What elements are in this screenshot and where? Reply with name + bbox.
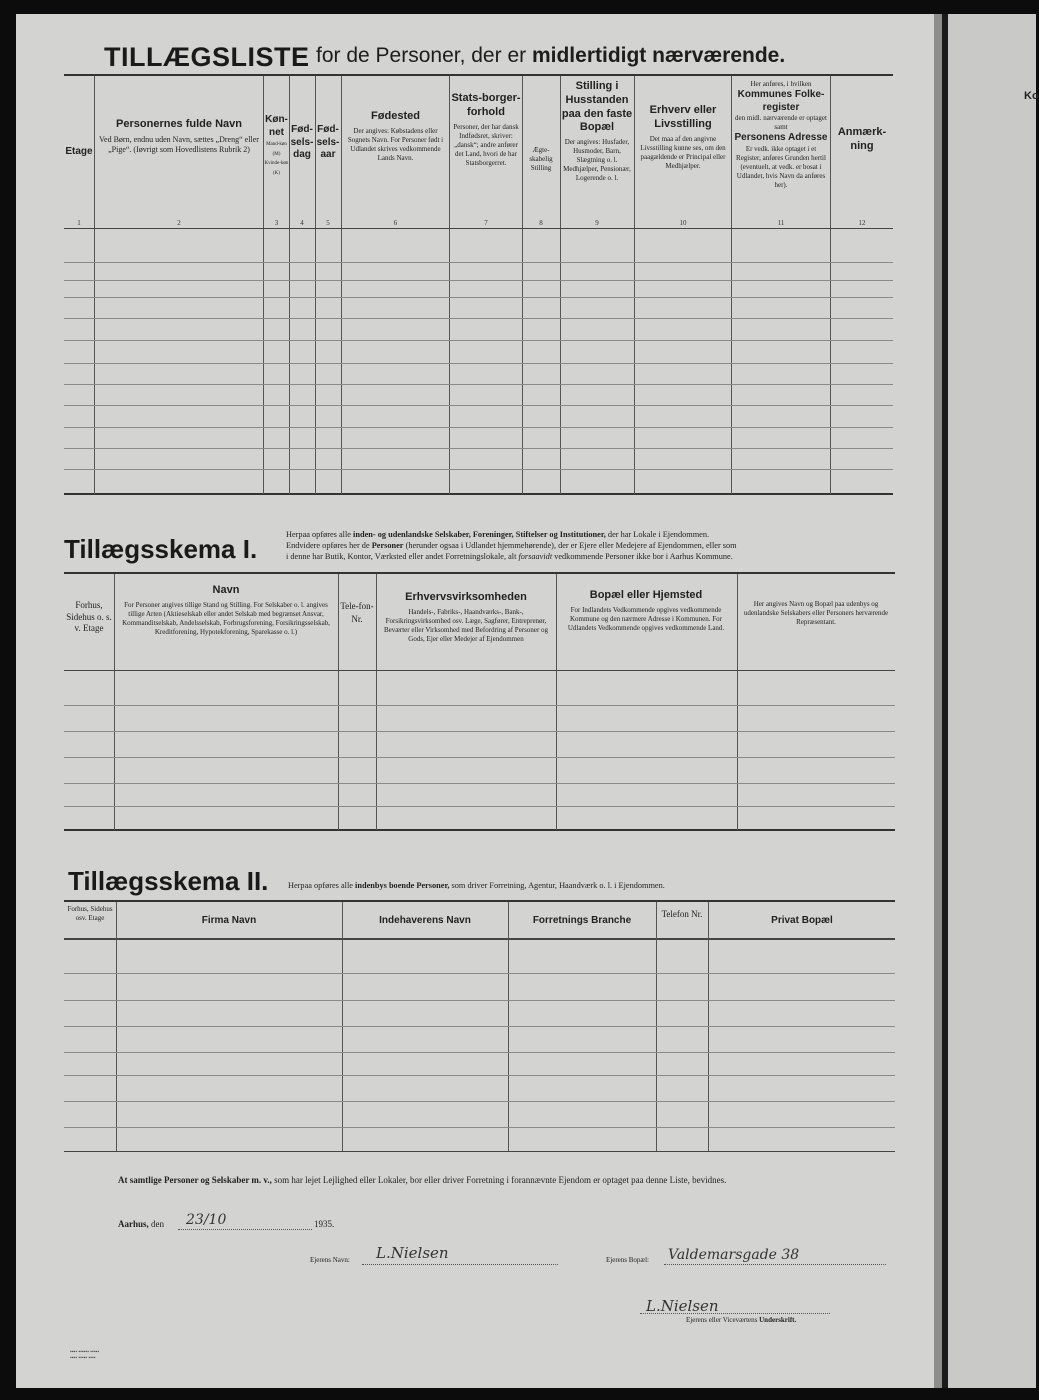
col-occupation-header: Erhverv eller Livsstilling Det maa af den angivne Livsstilling kunne ses, om den paagældende er Principal eller Medhjælper. [640,104,726,170]
row-rule [64,297,893,298]
facing-page [948,14,1036,1388]
col-number: 1 [77,219,81,227]
col-number: 11 [777,219,785,227]
column-rule [522,76,523,494]
row-rule [64,262,893,263]
s2-col-private-address-header: Privat Bopæl [771,915,833,926]
col-number: 4 [300,219,304,227]
schedule-1-bottom-rule [64,829,895,831]
owner-address-line [664,1264,886,1265]
column-rule [449,76,450,494]
s2-col-floor-header: Forhus, Sidehus osv. Etage [67,905,113,923]
printer-imprint: ▪▪▪▪ ▪▪▪▪▪▪ ▪▪▪▪▪ ▪▪▪▪ ▪▪▪▪▪ ▪▪▪▪ [70,1350,100,1361]
s1-col-business-header: Erhvervsvirksomheden Handels-, Fabriks-, Haandværks-, Bank-, Forsikringsvirksomhed osv. Læge, Sagfører, Entreprenør, Beværter eller Virksomhed med Befordring af Personer og Gods, Ejer eller Medejer af Ejendommen [383,591,549,644]
column-rule [341,76,342,494]
date-line [178,1229,312,1230]
row-rule [64,427,893,428]
row-rule [64,1075,895,1076]
page-edge [934,14,942,1388]
row-rule [64,340,893,341]
col-number: 9 [595,219,599,227]
s1-col-floor-header: Forhus, Sidehus o. s. v. Etage [66,600,112,634]
facing-page-label: Ko [1024,90,1039,102]
col-etage-header: Etage [65,146,93,157]
owner-address-handwritten: Valdemarsgade 38 [668,1247,800,1263]
row-rule [64,1000,895,1001]
s1-col-residence-header: Bopæl eller Hjemsted For Indlandets Vedkommende opgives vedkommende Kommune og den nærmere Adresse i Kommunen. For Udlandets Vedkommende opgives vedkommende Land. [567,589,725,632]
certification-statement: At samtlige Personer og Selskaber m. v., som har lejet Lejlighed eller Lokaler, bor eller driver Forretning i forannævnte Ejendom er optaget paa denne Liste, bevidnes. [118,1175,727,1185]
row-rule [64,448,893,449]
col-household-header: Stilling i Husstanden paa den faste Bopæl Der angives: Husfader, Husmoder, Barn, Slægtning o. l. Medhjælper, Pensionær, Logerende o. l. [561,80,633,183]
s1-col-representative-header: Her angives Navn og Bopæl paa udenbys og udenlandske Selskabers eller Personers herværende Repræsentant. [743,600,889,627]
row-rule [64,705,895,706]
row-rule [64,1026,895,1027]
col-marital-header: Ægte-skabelig Stilling [529,146,553,173]
col-birthday-header: Fød-sels-dag [290,124,314,160]
owner-name-line [362,1264,558,1265]
row-rule [64,757,895,758]
col-birthplace-header: Fødested Der angives: Købstadens eller Sognets Navn. For Personer født i Udlandet skrives vedkommende Lands Navn. [347,110,444,163]
col-number: 6 [393,219,398,227]
s1-col-name-header: Navn For Personer angives tillige Stand og Stilling. For Selskaber o. l. angives tillige Arten (Aktieselskab eller andet Selskab med begrænset Ansvar, Kommanditselskab, Andelsselskab, Forbrugsforening, Forsikringsselskab, Kreditforening, Hypotekforening, Sparekasse o. l.) [122,584,330,637]
row-rule [64,280,893,281]
col-number: 10 [679,219,687,227]
row-rule [64,973,895,974]
row-rule [64,228,893,229]
table1-bottom-rule [64,493,893,495]
column-rule [737,574,738,830]
s1-col-phone-header: Tele-fon-Nr. [340,601,374,624]
date-handwritten: 23/10 [186,1212,227,1228]
col-citizenship-header: Stats-borger-forhold Personer, der har dansk Indfødsret, skriver: „dansk“; andre anfører det Land, hvori de har Statsborgerret. [451,92,521,167]
col-birthyear-header: Fød-sels-aar [316,124,340,160]
column-rule [114,574,115,830]
column-rule [731,76,732,494]
column-rule [338,574,339,830]
row-rule [64,1151,895,1152]
schedule-2-description: Herpaa opføres alle indenbys boende Personer, som driver Forretning, Agentur, Haandværk o. l. i Ejendommen. [288,881,665,890]
owner-name-label: Ejerens Navn: [310,1256,350,1264]
col-gender-header: Køn-net Mand-køn (M) Kvinde-køn (K) [264,114,289,176]
city-label: Aarhus, den [118,1219,165,1229]
row-rule [64,384,893,385]
schedule-2-header-rule [64,938,895,940]
signature-line [640,1313,830,1314]
row-rule [64,806,895,807]
schedule-1-top-rule [64,572,895,574]
col-name-header: Personernes fulde Navn Ved Børn, endnu uden Navn, sættes „Dreng“ eller „Pige“. (Iøvrigt som Hovedlistens Rubrik 2) [99,118,259,155]
col-number: 5 [326,219,330,227]
table1-top-rule [64,74,893,76]
owner-signature: L.Nielsen [646,1297,719,1315]
schedule-1-description: Herpaa opføres alle inden- og udenlandske Selskaber, Foreninger, Stiftelser og Institutioner, der har Lokale i Ejendommen. Endvidere opføres her de Personer (herunder ogsaa i Udlandet hjemmehørende), der er Ejere eller Medejere af Ejendommen, eller som i denne har Butik, Kontor, Værksted eller andet Forretningslokale, alt forsaavidt vedkommende Personer ikke bor i Aarhus Kommune. [286,530,737,562]
row-rule [64,318,893,319]
signature-label: Ejerens eller Viceværtens Underskrift. [686,1316,797,1324]
form-title: TILLÆGSLISTE [104,42,310,72]
schedule-2-title: Tillægsskema II. [68,866,269,896]
row-rule [64,1052,895,1053]
col-number: 2 [177,219,181,227]
s2-col-phone-header: Telefon Nr. [661,909,703,919]
s2-col-firm-header: Firma Navn [201,915,257,926]
column-rule [376,574,377,830]
row-rule [64,1127,895,1128]
column-rule [94,76,95,494]
year-label: 1935. [314,1219,335,1229]
col-number: 3 [274,219,279,227]
row-rule [64,670,895,671]
s2-col-owner-header: Indehaverens Navn [379,915,471,926]
owner-name-handwritten: L.Nielsen [376,1244,449,1262]
col-number: 8 [539,219,543,227]
row-rule [64,731,895,732]
row-rule [64,783,895,784]
col-register-header: Her anføres, i hvilken Kommunes Folke-register den midl. nærværende er optaget samt Personens Adresse Er vedk. ikke optaget i et Register, anføres Grunden hertil (eventuelt, at vedk. er bosat i Udlandet, hvis Navn da anføres her). [734,80,828,190]
s2-col-branch-header: Forretnings Branche [532,915,632,926]
column-rule [830,76,831,494]
col-number: 7 [484,219,488,227]
column-rule [556,574,557,830]
col-number: 12 [858,219,866,227]
column-rule [634,76,635,494]
row-rule [64,469,893,470]
form-subtitle: for de Personer, der er midlertidigt nærværende. [316,44,786,67]
schedule-2-top-rule [64,900,895,902]
row-rule [64,1101,895,1102]
schedule-1-title: Tillægsskema I. [64,534,258,564]
owner-address-label: Ejerens Bopæl: [606,1256,649,1264]
row-rule [64,363,893,364]
col-remarks-header: Anmærk-ning [837,126,887,152]
row-rule [64,405,893,406]
